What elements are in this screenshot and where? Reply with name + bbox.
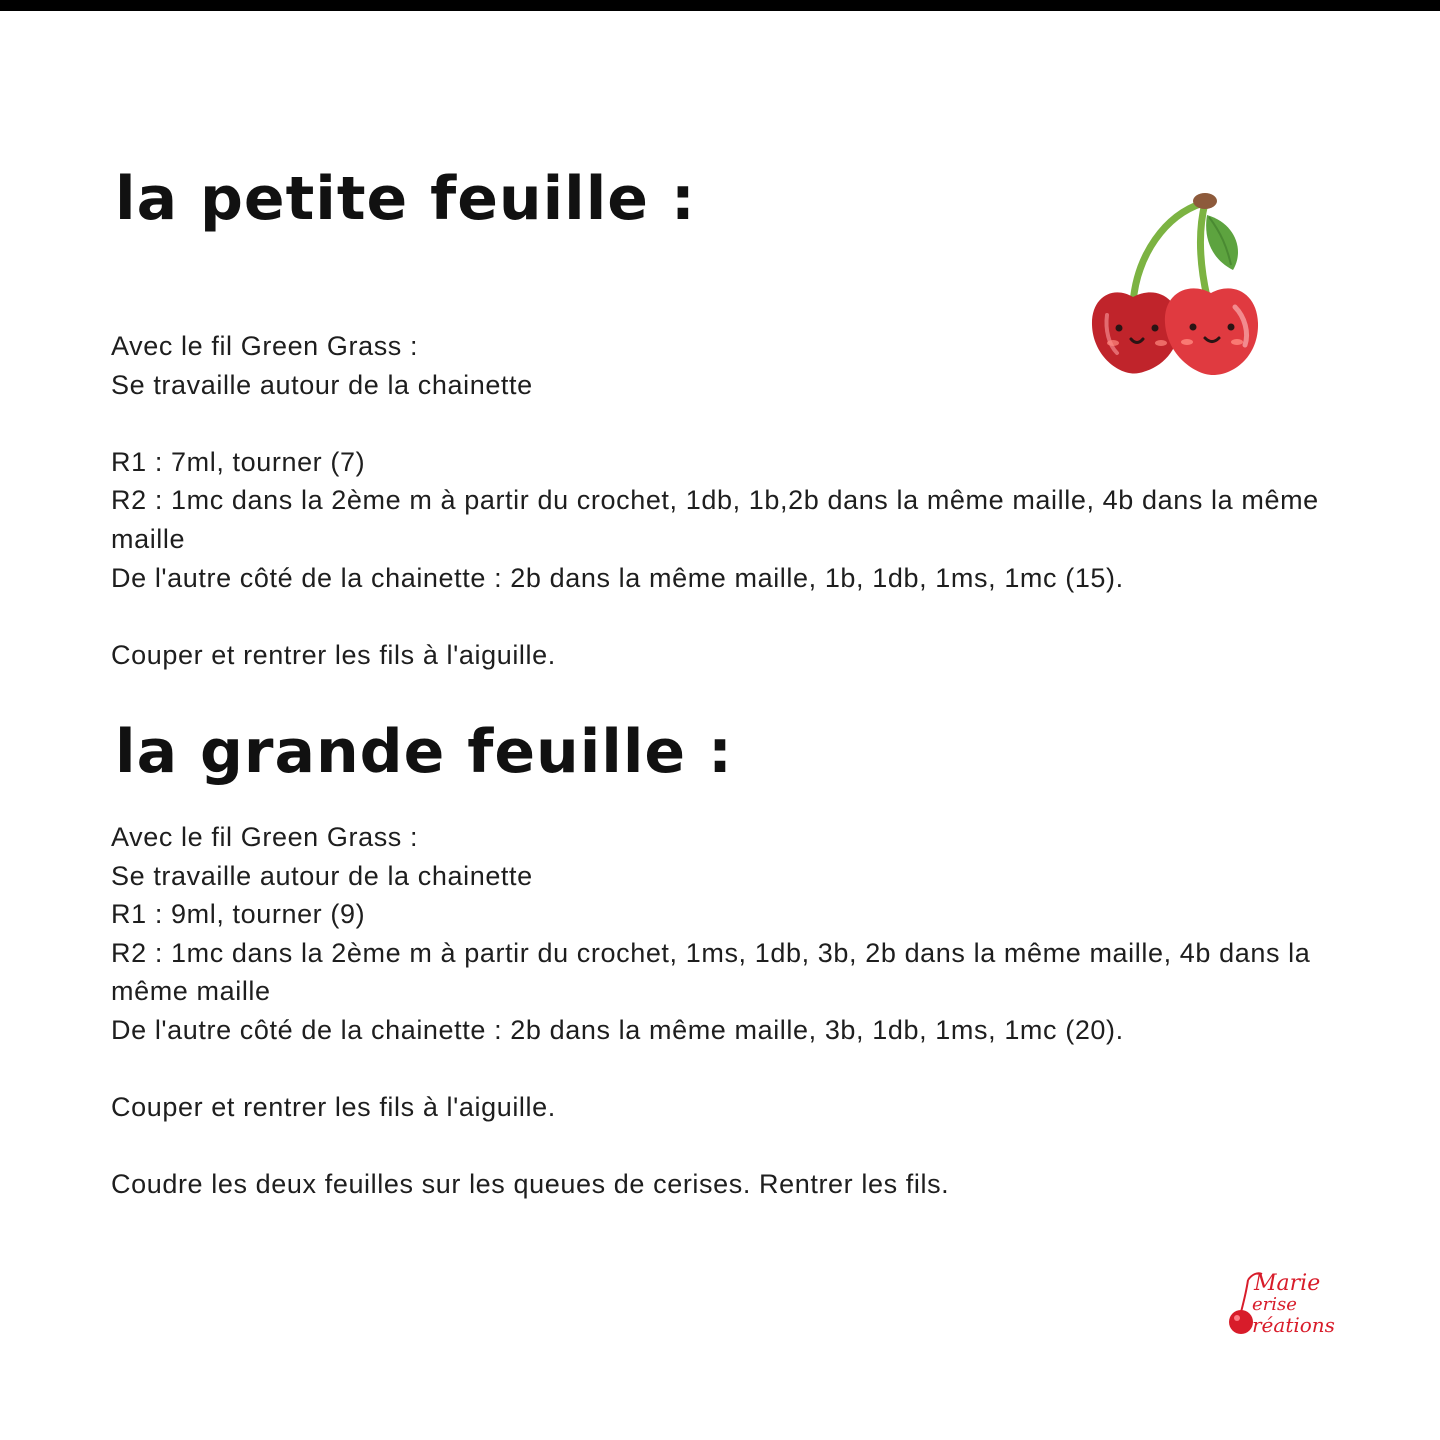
top-border <box>0 0 1440 11</box>
instructions-grande-feuille <box>111 818 1381 1204</box>
text-line: Avec le fil Green Grass : <box>111 822 419 852</box>
text-line: R1 : 9ml, tourner (9) <box>111 899 366 930</box>
text-line: Couper et rentrer les fils à l'aiguille. <box>111 1092 556 1123</box>
text-line: Coudre les deux feuilles sur les queues de cerises. Rentrer les fils. <box>111 1169 950 1200</box>
text-line: Couper et rentrer les fils à l'aiguille. <box>111 639 556 670</box>
svg-text:Marie: Marie <box>1254 1271 1321 1296</box>
heading-grande-feuille: la grande feuille : <box>115 717 734 787</box>
cherry-logo-icon <box>1226 1268 1356 1343</box>
svg-text:réations: réations <box>1252 1313 1335 1337</box>
instructions-petite-feuille <box>111 327 1381 674</box>
svg-text:erise: erise <box>1252 1294 1297 1315</box>
text-line: Avec le fil Green Grass : <box>111 331 419 361</box>
text-line: De l'autre côté de la chainette : 2b dans la même maille, 1b, 1db, 1ms, 1mc (15). <box>111 562 1124 593</box>
text-line: Se travaille autour de la chainette <box>111 860 533 891</box>
text-line: De l'autre côté de la chainette : 2b dans la même maille, 3b, 1db, 1ms, 1mc (20). <box>111 1014 1124 1045</box>
text-line: Se travaille autour de la chainette <box>111 369 533 400</box>
text-line: R2 : 1mc dans la 2ème m à partir du crochet, 1ms, 1db, 3b, 2b dans la même maille, 4b dans la même maille <box>111 937 1311 1007</box>
heading-petite-feuille: la petite feuille : <box>115 164 696 234</box>
text-line: R2 : 1mc dans la 2ème m à partir du crochet, 1db, 1b,2b dans la même maille, 4b dans la même maille <box>111 485 1319 554</box>
text-line: R1 : 7ml, tourner (7) <box>111 446 366 477</box>
